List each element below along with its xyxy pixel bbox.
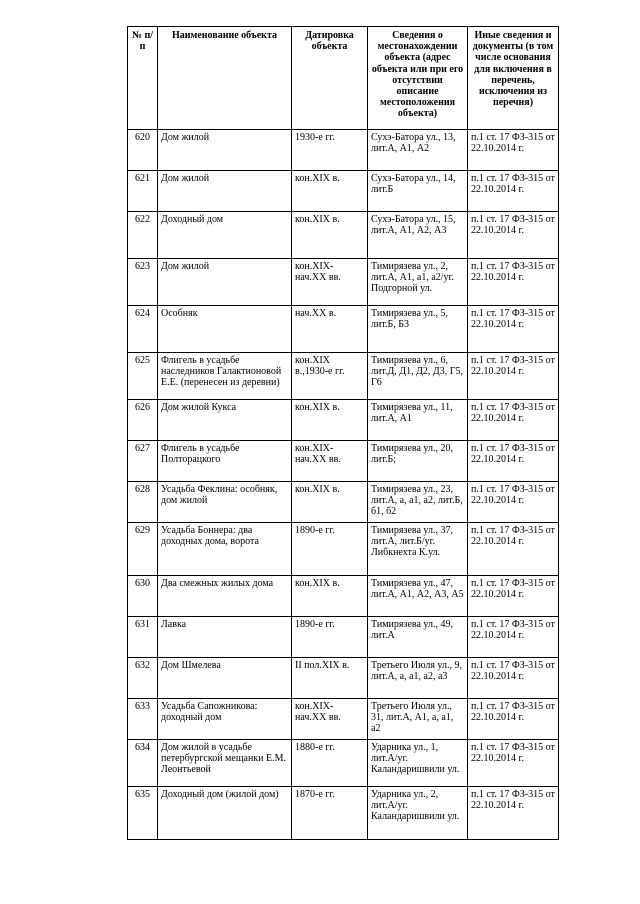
cell-num: 635 (128, 787, 158, 840)
cell-date: II пол.XIX в. (292, 658, 368, 699)
table-row (128, 523, 559, 576)
cell-location: Сухэ-Батора ул., 13, лит.А, А1, А2 (368, 130, 468, 171)
cell-date: 1880-е гг. (292, 740, 368, 787)
cell-date: кон.XIX в. (292, 212, 368, 259)
cell-date: кон.XIX-нач.XX вв. (292, 441, 368, 482)
table-header-row (128, 27, 559, 130)
cell-name: Флигель в усадьбе наследников Галактионовой Е.Е. (перенесен из деревни) (158, 353, 292, 400)
header-other: Иные сведения и документы (в том числе основания для включения в перечень, исключения из перечня) (468, 27, 559, 130)
cell-location: Сухэ-Батора ул., 14, лит.Б (368, 171, 468, 212)
table-row (128, 259, 559, 306)
table-row (128, 482, 559, 523)
cell-other: п.1 ст. 17 ФЗ-315 от 22.10.2014 г. (468, 787, 559, 840)
cell-date: кон.XIX в. (292, 171, 368, 212)
cell-num: 623 (128, 259, 158, 306)
cell-num: 621 (128, 171, 158, 212)
table-row (128, 699, 559, 740)
cell-name: Усадьба Феклина: особняк, дом жилой (158, 482, 292, 523)
table-row (128, 576, 559, 617)
cell-name: Дом Шмелева (158, 658, 292, 699)
cell-date: 1930-е гг. (292, 130, 368, 171)
table-row (128, 353, 559, 400)
cell-location: Сухэ-Батора ул., 15, лит.А, А1, А2, А3 (368, 212, 468, 259)
cell-num: 627 (128, 441, 158, 482)
header-name: Наименование объекта (158, 27, 292, 130)
cell-name: Дом жилой (158, 130, 292, 171)
table-row (128, 441, 559, 482)
cell-name: Дом жилой (158, 259, 292, 306)
cell-other: п.1 ст. 17 ФЗ-315 от 22.10.2014 г. (468, 130, 559, 171)
cell-date: кон.XIX в. (292, 482, 368, 523)
cell-num: 628 (128, 482, 158, 523)
cell-location: Третьего Июля ул., 31, лит.А, А1, а, а1, а2 (368, 699, 468, 740)
heritage-objects-table (127, 26, 559, 840)
table-row (128, 306, 559, 353)
cell-num: 631 (128, 617, 158, 658)
table-row (128, 658, 559, 699)
header-date: Датировка объекта (292, 27, 368, 130)
cell-location: Тимирязева ул., 6, лит.Д, Д1, Д2, Д3, Г5, Г6 (368, 353, 468, 400)
cell-other: п.1 ст. 17 ФЗ-315 от 22.10.2014 г. (468, 212, 559, 259)
cell-other: п.1 ст. 17 ФЗ-315 от 22.10.2014 г. (468, 482, 559, 523)
cell-other: п.1 ст. 17 ФЗ-315 от 22.10.2014 г. (468, 171, 559, 212)
cell-num: 626 (128, 400, 158, 441)
cell-other: п.1 ст. 17 ФЗ-315 от 22.10.2014 г. (468, 306, 559, 353)
cell-location: Тимирязева ул., 5, лит.Б, Б3 (368, 306, 468, 353)
cell-date: 1890-е гг. (292, 617, 368, 658)
cell-location: Тимирязева ул., 49, лит.А (368, 617, 468, 658)
cell-date: кон.XIX в. (292, 576, 368, 617)
cell-date: кон.XIX в.,1930-е гг. (292, 353, 368, 400)
cell-date: 1870-е гг. (292, 787, 368, 840)
table-row (128, 617, 559, 658)
cell-num: 634 (128, 740, 158, 787)
cell-num: 620 (128, 130, 158, 171)
table-row (128, 130, 559, 171)
header-num: № п/п (128, 27, 158, 130)
cell-name: Усадьба Боннера: два доходных дома, ворота (158, 523, 292, 576)
cell-other: п.1 ст. 17 ФЗ-315 от 22.10.2014 г. (468, 400, 559, 441)
table-row (128, 171, 559, 212)
cell-date: нач.XX в. (292, 306, 368, 353)
cell-num: 630 (128, 576, 158, 617)
cell-num: 622 (128, 212, 158, 259)
table-row (128, 212, 559, 259)
cell-location: Тимирязева ул., 47, лит.А, А1, А2, А3, А5 (368, 576, 468, 617)
cell-other: п.1 ст. 17 ФЗ-315 от 22.10.2014 г. (468, 699, 559, 740)
table-row (128, 787, 559, 840)
cell-name: Дом жилой Кукса (158, 400, 292, 441)
cell-name: Лавка (158, 617, 292, 658)
cell-name: Два смежных жилых дома (158, 576, 292, 617)
cell-name: Доходный дом (жилой дом) (158, 787, 292, 840)
cell-other: п.1 ст. 17 ФЗ-315 от 22.10.2014 г. (468, 523, 559, 576)
table-row (128, 740, 559, 787)
cell-date: 1890-е гг. (292, 523, 368, 576)
cell-other: п.1 ст. 17 ФЗ-315 от 22.10.2014 г. (468, 259, 559, 306)
cell-location: Ударника ул., 1, лит.А/уг. Каландаришвили ул. (368, 740, 468, 787)
cell-name: Флигель в усадьбе Полторацкого (158, 441, 292, 482)
cell-location: Третьего Июля ул., 9, лит.А, а, а1, а2, а3 (368, 658, 468, 699)
cell-num: 624 (128, 306, 158, 353)
cell-location: Тимирязева ул., 23, лит.А, а, а1, а2, лит.Б, б1, б2 (368, 482, 468, 523)
cell-location: Тимирязева ул., 2, лит.А, А1, а1, а2/уг. Подгорной ул. (368, 259, 468, 306)
cell-name: Доходный дом (158, 212, 292, 259)
cell-num: 632 (128, 658, 158, 699)
cell-num: 633 (128, 699, 158, 740)
cell-date: кон.XIX-нач.XX вв. (292, 259, 368, 306)
cell-other: п.1 ст. 17 ФЗ-315 от 22.10.2014 г. (468, 617, 559, 658)
cell-num: 629 (128, 523, 158, 576)
cell-name: Усадьба Сапожникова: доходный дом (158, 699, 292, 740)
table-body (128, 130, 559, 840)
cell-name: Дом жилой в усадьбе петербургской мещанки Е.М. Леонтьевой (158, 740, 292, 787)
cell-num: 625 (128, 353, 158, 400)
cell-location: Тимирязева ул., 11, лит.А, А1 (368, 400, 468, 441)
cell-location: Тимирязева ул., 20, лит.Б; (368, 441, 468, 482)
table-row (128, 400, 559, 441)
cell-other: п.1 ст. 17 ФЗ-315 от 22.10.2014 г. (468, 441, 559, 482)
cell-other: п.1 ст. 17 ФЗ-315 от 22.10.2014 г. (468, 353, 559, 400)
cell-other: п.1 ст. 17 ФЗ-315 от 22.10.2014 г. (468, 740, 559, 787)
cell-date: кон.XIX-нач.XX вв. (292, 699, 368, 740)
cell-name: Дом жилой (158, 171, 292, 212)
cell-date: кон.XIX в. (292, 400, 368, 441)
cell-name: Особняк (158, 306, 292, 353)
cell-location: Тимирязева ул., 37, лит.А, лит.Б/уг. Либкнехта К.ул. (368, 523, 468, 576)
header-location: Сведения о местонахождении объекта (адрес объекта или при его отсутствии описание местоположения объекта) (368, 27, 468, 130)
cell-other: п.1 ст. 17 ФЗ-315 от 22.10.2014 г. (468, 576, 559, 617)
cell-location: Ударника ул., 2, лит.А/уг. Каландаришвили ул. (368, 787, 468, 840)
cell-other: п.1 ст. 17 ФЗ-315 от 22.10.2014 г. (468, 658, 559, 699)
